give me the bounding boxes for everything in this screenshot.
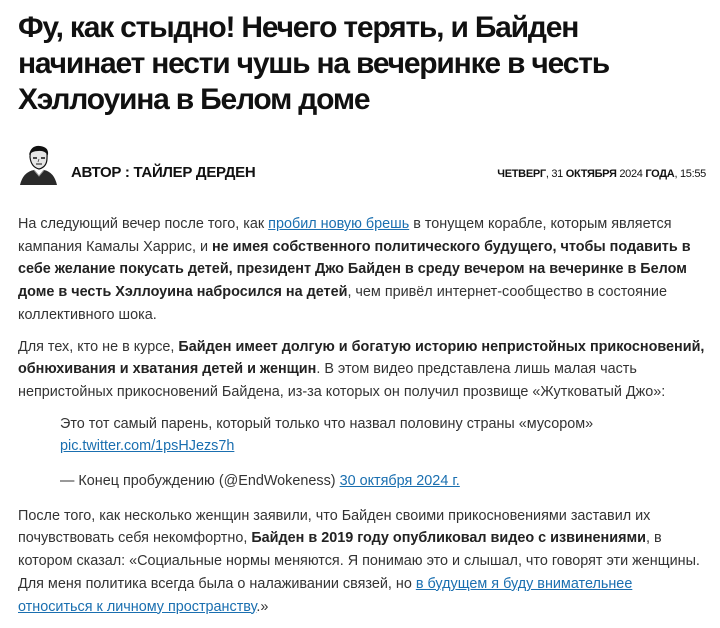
tweet-text <box>60 413 708 458</box>
date-day: , 31 <box>545 168 566 180</box>
text: , чем привёл интернет-сообщество в состояние коллективного шока. <box>18 284 667 323</box>
text: . В этом видео представлена лишь малая часть непристойных прикосновений Байдена, из-за которых он получил прозвище «Жутковатый Джо»: <box>18 361 666 400</box>
tweet-date-link[interactable]: 30 октября 2024 г. <box>339 473 460 490</box>
article-title: Фу, как стыдно! Нечего терять, и Байден начинает нести чушь на вечеринке в честь Хэллоуина в Белом доме <box>18 11 609 116</box>
breach-link[interactable]: пробил новую брешь <box>268 216 410 232</box>
author-avatar-icon[interactable] <box>18 143 58 185</box>
date-weekday: ЧЕТВЕРГ <box>497 168 546 180</box>
text: , в котором сказал: «Социальные нормы меняются. Я понимаю это и слышал, что говорят эти женщины. Для меня политика всегда была о налаживании связей, но <box>18 530 700 592</box>
text: После того, как несколько женщин заявили, что Байден своими прикосновениями заставил их почувствовать себя некомфортно, <box>18 507 651 547</box>
text: .» <box>256 598 269 615</box>
text: — Конец пробуждению (@EndWokeness) <box>60 473 340 490</box>
date-year: 2024 <box>616 168 646 180</box>
date-time: , 15:55 <box>674 168 706 180</box>
tweet-attribution <box>60 470 708 493</box>
author-prefix: АВТОР : <box>71 164 134 181</box>
bold-text: не имея собственного политического будущего, чтобы подавить в себе желание покусать детей, президент Джо Байден в среду вечером на вечеринке в Белом доме в честь Хэллоуина набросился на детей <box>18 238 691 301</box>
personal-space-link[interactable]: в будущем я буду внимательнее относиться к личному пространству <box>18 575 633 615</box>
author-byline <box>71 164 255 181</box>
author-name[interactable]: ТАЙЛЕР ДЕРДЕН <box>133 164 256 181</box>
bold-text: Байден в 2019 году опубликовал видео с извинениями <box>251 530 646 547</box>
date-month: ОКТЯБРЯ <box>565 168 617 180</box>
text: На следующий вечер после того, как <box>18 216 269 232</box>
article-meta <box>18 143 708 185</box>
paragraph-2 <box>18 336 708 404</box>
publish-date <box>497 168 706 180</box>
bold-text: Байден имеет долгую и богатую историю непристойных прикосновений, обнюхивания и хватания детей и женщин <box>18 338 705 378</box>
article-body <box>18 213 708 627</box>
text: в тонущем корабле, которым является кампания Камалы Харрис, и <box>18 216 672 255</box>
embedded-tweet <box>60 413 708 493</box>
paragraph-1 <box>18 213 708 327</box>
paragraph-3 <box>18 505 708 619</box>
text: Это тот самый парень, который только что назвал половину страны «мусором» <box>60 415 594 432</box>
tweet-pic-link[interactable]: pic.twitter.com/1psHJezs7h <box>60 438 235 455</box>
text: Для тех, кто не в курсе, <box>18 338 179 355</box>
date-year-word: ГОДА <box>645 168 675 180</box>
